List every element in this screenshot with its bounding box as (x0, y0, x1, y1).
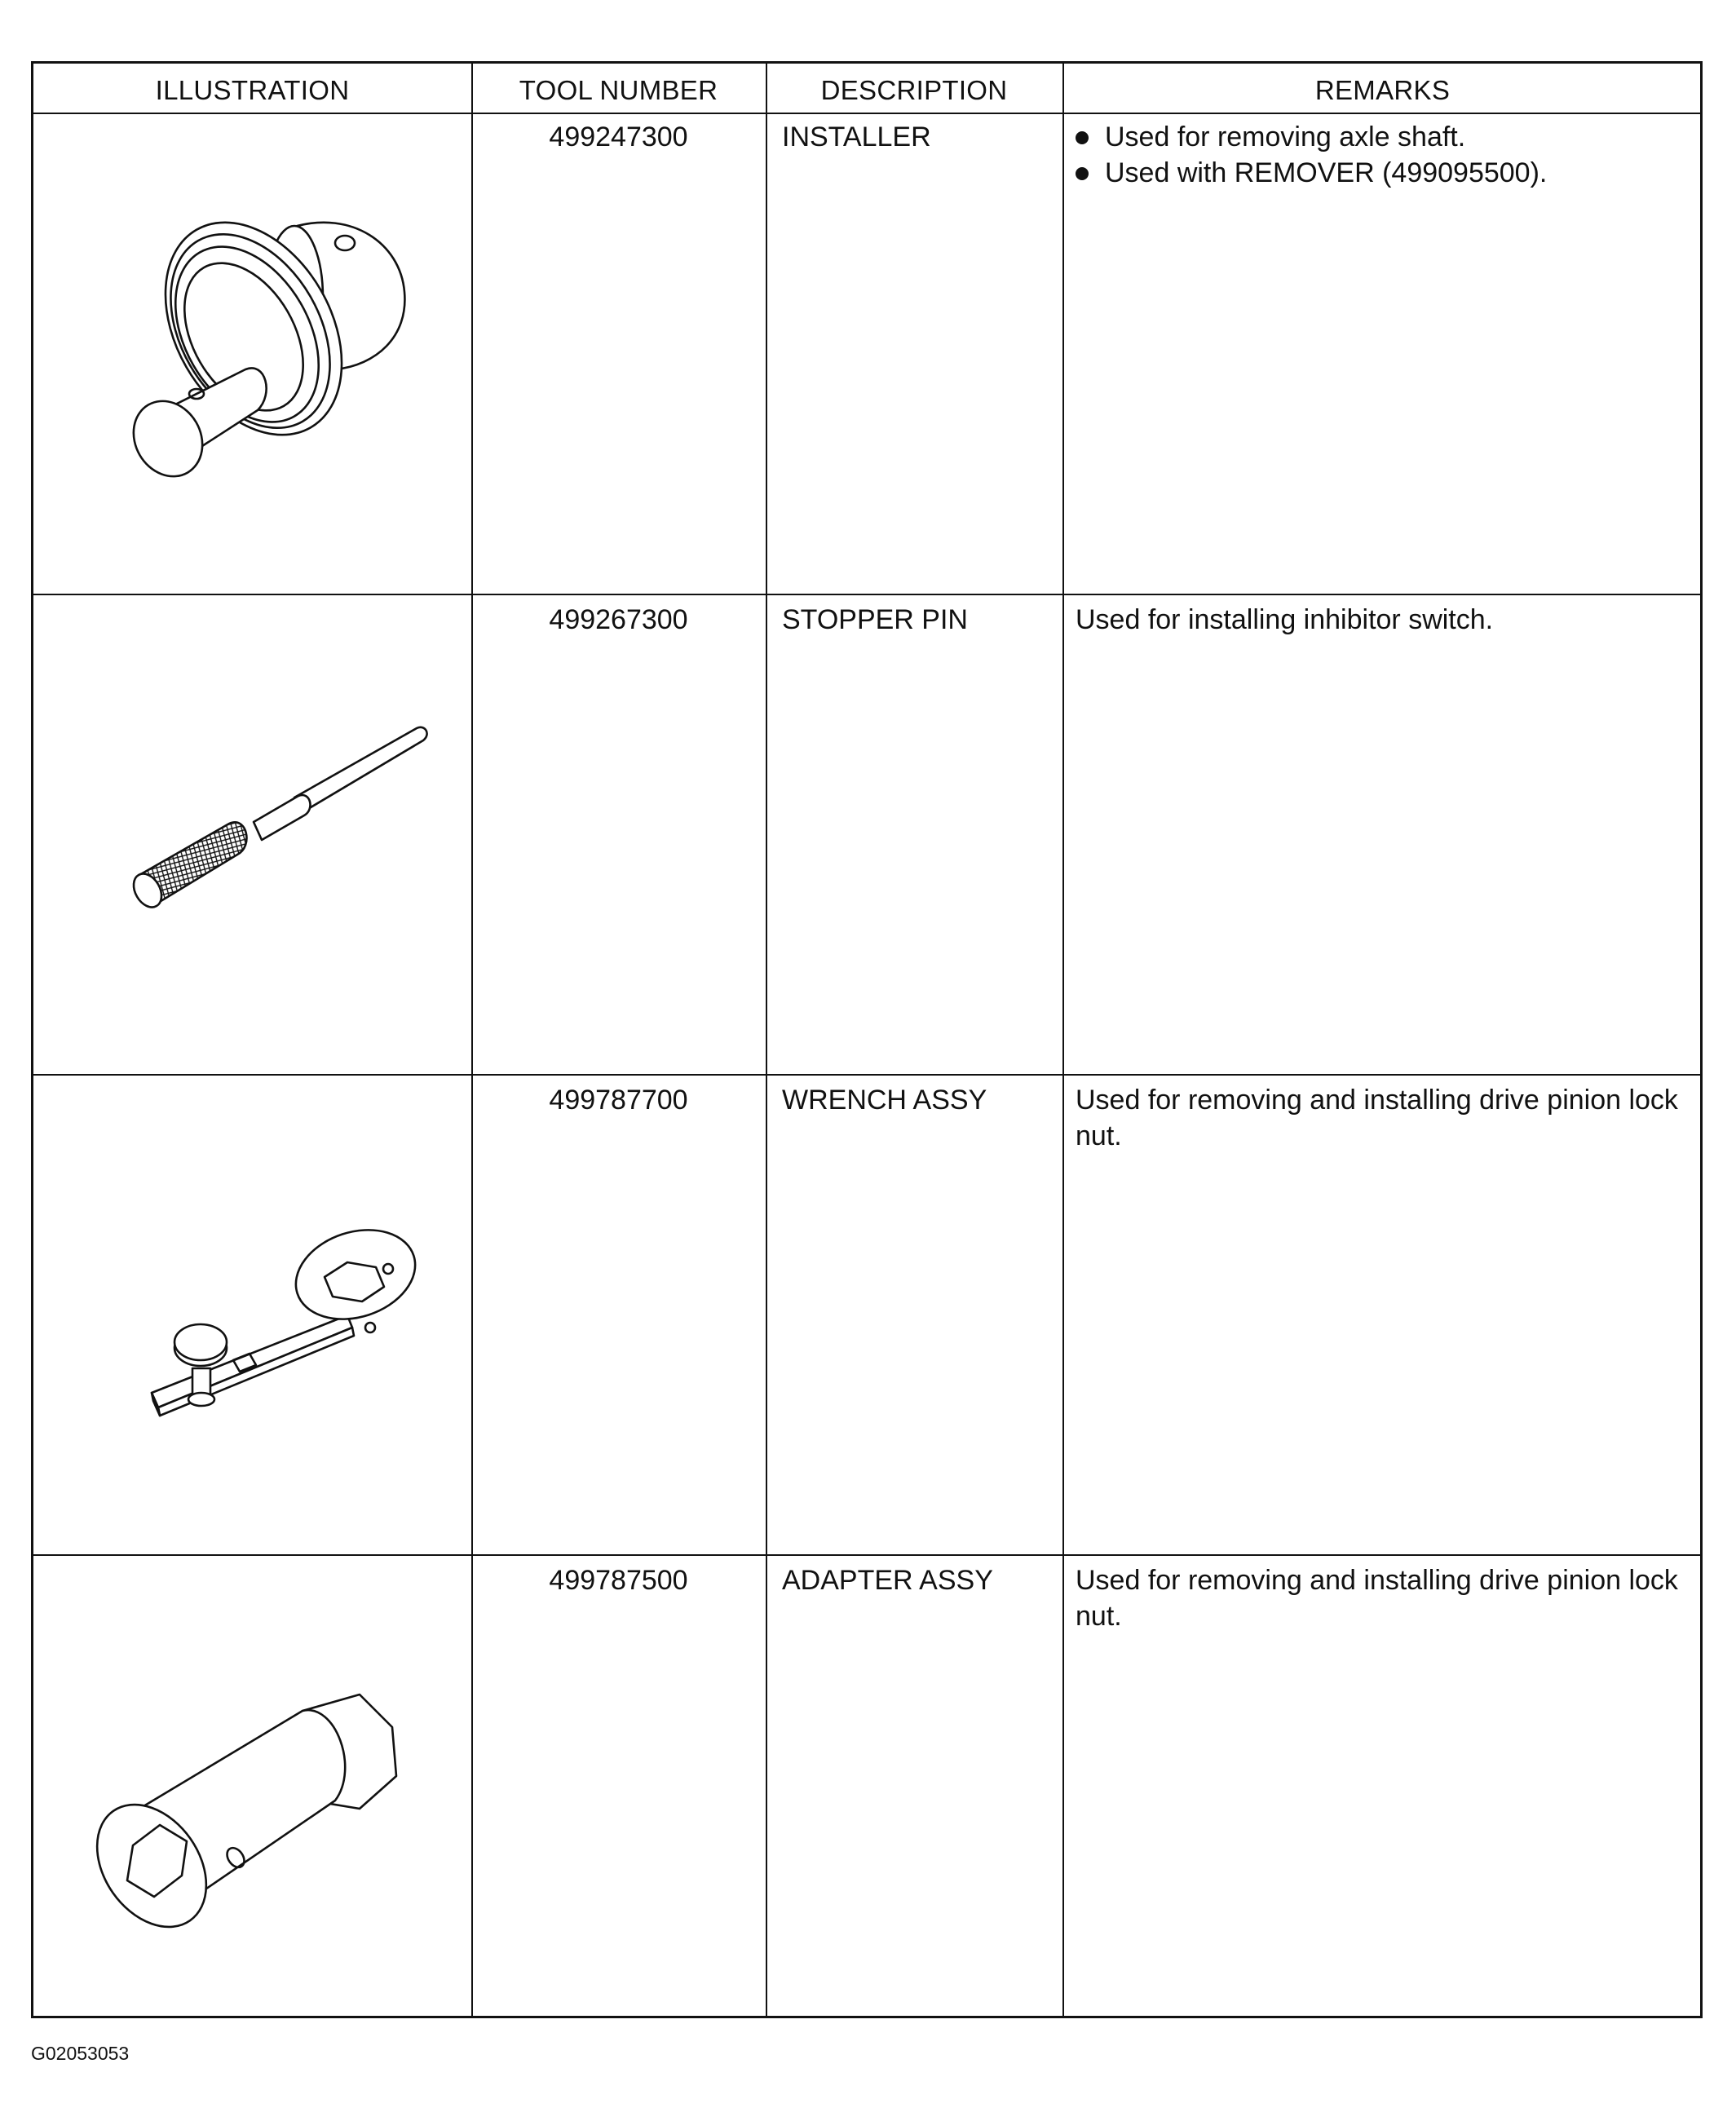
header-description: DESCRIPTION (820, 75, 1008, 105)
description-cell: ADAPTER ASSY (782, 1565, 993, 1596)
figure-code: G02053053 (31, 2043, 130, 2064)
tool-number-cell: 499267300 (549, 604, 688, 635)
tool-number-cell: 499787500 (549, 1565, 688, 1596)
stopper-pin-illustration-icon (107, 700, 449, 961)
tool-number-cell: 499247300 (549, 122, 688, 152)
remark-item: Used with REMOVER (499095500). (1069, 155, 1547, 191)
column-divider (766, 64, 767, 2016)
installer-illustration-icon (107, 194, 449, 537)
description-cell: WRENCH ASSY (782, 1085, 987, 1116)
description-cell: STOPPER PIN (782, 604, 968, 635)
header-illustration: ILLUSTRATION (155, 75, 350, 105)
remarks-cell: Used for installing inhibitor switch. (1076, 604, 1494, 635)
remarks-cell (1069, 119, 1547, 191)
remarks-cell: Used for removing and installing drive pinion lock nut. (1076, 1085, 1678, 1151)
column-divider (471, 64, 473, 2016)
remarks-cell: Used for removing and installing drive pinion lock nut. (1076, 1565, 1678, 1632)
remark-item: Used for removing axle shaft. (1069, 119, 1547, 155)
header-remarks: REMARKS (1314, 75, 1451, 105)
row-divider (33, 594, 1700, 595)
description-cell: INSTALLER (782, 122, 931, 152)
special-tools-table (31, 61, 1703, 2018)
row-divider (33, 1074, 1700, 1076)
column-divider (1062, 64, 1064, 2016)
header-tool-number: TOOL NUMBER (519, 75, 718, 105)
tool-number-cell: 499787700 (549, 1085, 688, 1116)
adapter-assy-illustration-icon (91, 1662, 449, 1955)
wrench-assy-illustration-icon (111, 1205, 453, 1450)
row-divider (33, 1554, 1700, 1556)
